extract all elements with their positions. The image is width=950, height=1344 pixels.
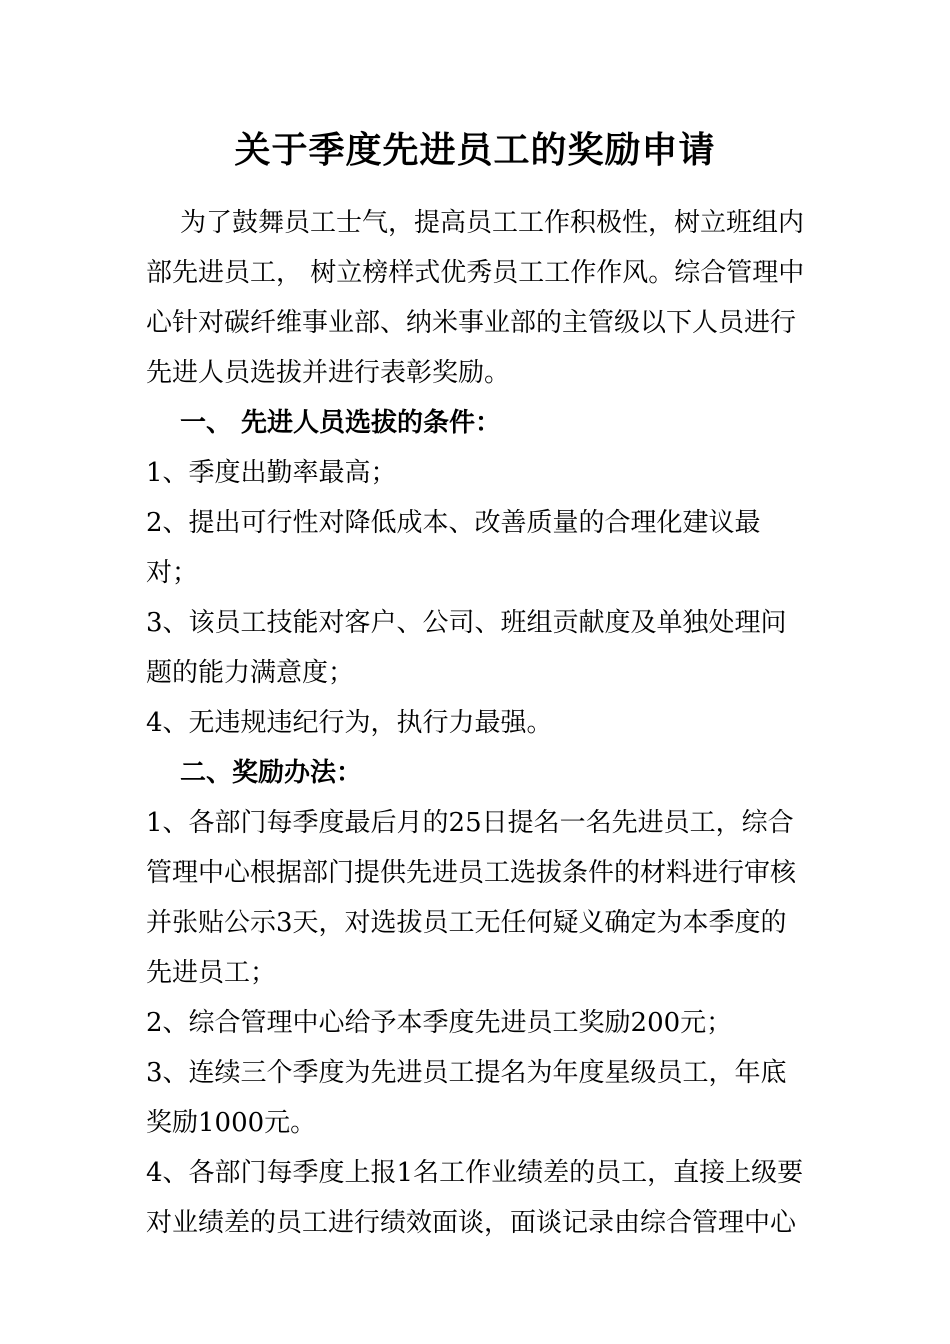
document-body [146,198,812,1248]
section-2-item: 1、各部门每季度最后月的25日提名一名先进员工，综合管理中心根据部门提供先进员工选拔条件的材料进行审核并张贴公示3天，对选拔员工无任何疑义确定为本季度的先进员工； [146,808,797,988]
section-2-item: 2、综合管理中心给予本季度先进员工奖励200元； [146,1008,733,1038]
intro-paragraph: 为了鼓舞员工士气，提高员工工作积极性，树立班组内部先进员工， 树立榜样式优秀员工工作作风。综合管理中心针对碳纤维事业部、纳米事业部的主管级以下人员进行先进人员选拔并进行表彰奖励。 [146,208,805,388]
section-1-item: 1、季度出勤率最高； [146,458,397,488]
section-2-item: 4、各部门每季度上报1名工作业绩差的员工，直接上级要对业绩差的员工进行绩效面谈，面谈记录由综合管理中心 [146,1158,804,1238]
section-1-item: 4、无违规违纪行为，执行力最强。 [146,708,553,738]
section-1-heading: 一、 先进人员选拔的条件： [180,408,502,438]
section-1-item: 2、提出可行性对降低成本、改善质量的合理化建议最对； [146,508,761,588]
section-1-item: 3、该员工技能对客户、公司、班组贡献度及单独处理问题的能力满意度； [146,608,787,688]
section-2-item: 3、连续三个季度为先进员工提名为年度星级员工，年底奖励1000元。 [146,1058,787,1138]
section-2-heading: 二、奖励办法： [180,758,363,788]
document-title: 关于季度先进员工的奖励申请 [234,129,716,171]
